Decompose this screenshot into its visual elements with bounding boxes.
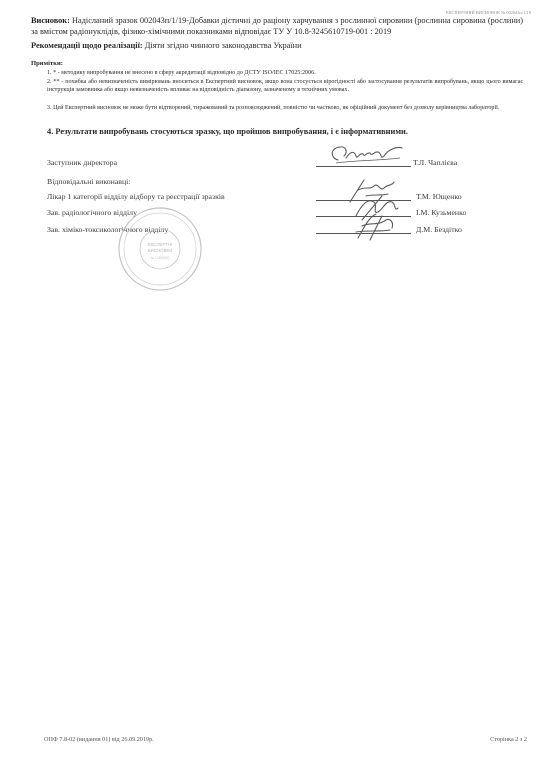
note-item: 1. * - методику випробування не внесено в сферу акредитації відповідно до ДСТУ ISO/IEC 17025:2006. — [47, 70, 316, 76]
document-reference: ЕКСПЕРТНИЙ ВИСНОВОК № 002043п/1/19 — [446, 10, 531, 15]
deputy-director-name: Т.Л. Чаплієва — [413, 158, 458, 167]
signatory-name: Т.М. Ющенко — [416, 192, 462, 201]
note-item: 3. Цей Експертний висновок не може бути відтворений, тиражований та розповсюджений, повністю чи частково, як офіційний документ без дозволу керівництва лабораторії. — [47, 105, 500, 111]
deputy-signature — [326, 142, 406, 170]
responsible-label: Відповідальні виконавці: — [47, 177, 131, 186]
results-note: 4. Результати випробувань стосуються зразку, що пройшов випробування, і є інформативними. — [47, 127, 408, 136]
svg-text:ЕКСПЕРТНІ: ЕКСПЕРТНІ — [147, 242, 173, 247]
notes-heading: Примітки: — [31, 60, 63, 67]
conclusion-text: Надісланий зразок 002043п/1/19-Добавки дієтичні до раціону харчування з рослинної сировини (рослинна сировина (рослини) за вмістом радіонуклідів, фізико-хімічними показниками відповідає ТУ У 10.8-3245610719-001 : 2019 — [31, 16, 523, 37]
stamp-seal — [116, 205, 204, 293]
signatory-label: Зав. радіологічного відділу — [47, 208, 137, 217]
svg-text:ВИСНОВКИ: ВИСНОВКИ — [147, 248, 173, 253]
conclusion-paragraph — [31, 15, 523, 38]
signatory-signature — [350, 210, 398, 242]
signatory-label: Зав. хіміко-токсикологічного відділу — [47, 225, 169, 234]
recommendations-paragraph — [31, 40, 523, 51]
svg-text:№ 14206552: № 14206552 — [150, 256, 170, 260]
footer-page-number: Сторінка 2 з 2 — [490, 736, 527, 743]
recommendations-text: Діяти згідно чинного законодавства України — [142, 41, 302, 50]
deputy-director-label: Заступник директора — [47, 158, 118, 167]
conclusion-label: Висновок: — [31, 16, 70, 25]
signatory-label: Лікар 1 категорії відділу відбору та реєстрації зразків — [47, 192, 225, 201]
footer-form-code: ОПФ 7.8-02 (видання 01) від 26.09.2019р. — [44, 736, 154, 743]
recommendations-label: Рекомендації щодо реалізації: — [31, 41, 143, 50]
note-item: 2. ** - похибка або невизначеність вимірювань вноситься в Експертний висновок, якщо вона стосується вірогідності або застосування результатів випробувань, якщо цього вимагає інструкція замовника або якщо невизначеність впливає на відповідність діапазону, зазначеному в технічних умовах. — [47, 79, 523, 94]
signatory-name: Д.М. Бездітко — [416, 225, 462, 234]
signatory-name: І.М. Кузьменко — [416, 208, 467, 217]
